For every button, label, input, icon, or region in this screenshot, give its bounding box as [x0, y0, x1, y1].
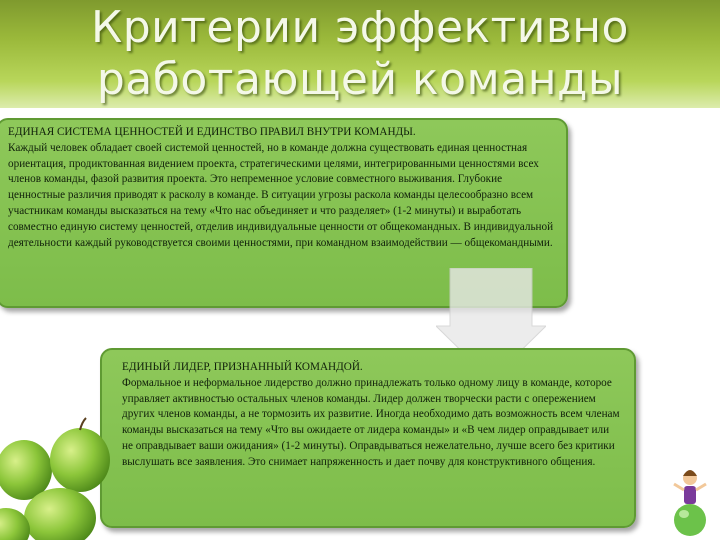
criteria-box-leader [100, 348, 636, 528]
green-apples-icon [0, 410, 110, 540]
criteria-body-values: Каждый человек обладает своей системой ценностей, но в команде должна существовать единая ценностная ориентация, продиктованная видением проекта, стратегическими целями, интегрированными ценностями всех членов команды, фазой развития проекта. Это непременное условие совместного выживания. Глубокие ценностные различия приводят к расколу в команде. В ситуации угрозы раскола команды целесообразно всем участникам команды высказаться на тему «Что нас объединяет и что разделяет» (1-2 минуты) и выработать совместно единую систему ценностей, отделив индивидуальные ценности от общекомандных. В индивидуальной деятельности каждый руководствуется своими ценностями, при командном взаимодействии — общекомандными. [8, 141, 554, 249]
criteria-body-leader: Формальное и неформальное лидерство должно принадлежать только одному лицу в команде, которое управляет активностью остальных членов команды. Лидер должен творчески расти с опережением других членов команды, а не тормозить их развитие. Иногда необходимо дать возможность всем членам команды высказаться на тему «Что вы ожидаете от лидера команды» и «В чем лидер оправдывает или не оправдывает ваши ожидания» (1-2 минуты). Оправдываться нежелательно, лучше всего без критики выслушать все заявления. Это снимает напряженность и дает почву для конструктивного общения. [122, 376, 620, 468]
criteria-heading-leader: ЕДИНЫЙ ЛИДЕР, ПРИЗНАННЫЙ КОМАНДОЙ. [122, 361, 363, 373]
person-on-ball-icon [664, 458, 714, 538]
slide-title: Критерии эффективно работающей команды [91, 2, 629, 105]
criteria-heading-values: ЕДИНАЯ СИСТЕМА ЦЕННОСТЕЙ И ЕДИНСТВО ПРАВИЛ ВНУТРИ КОМАНДЫ. [8, 126, 416, 138]
